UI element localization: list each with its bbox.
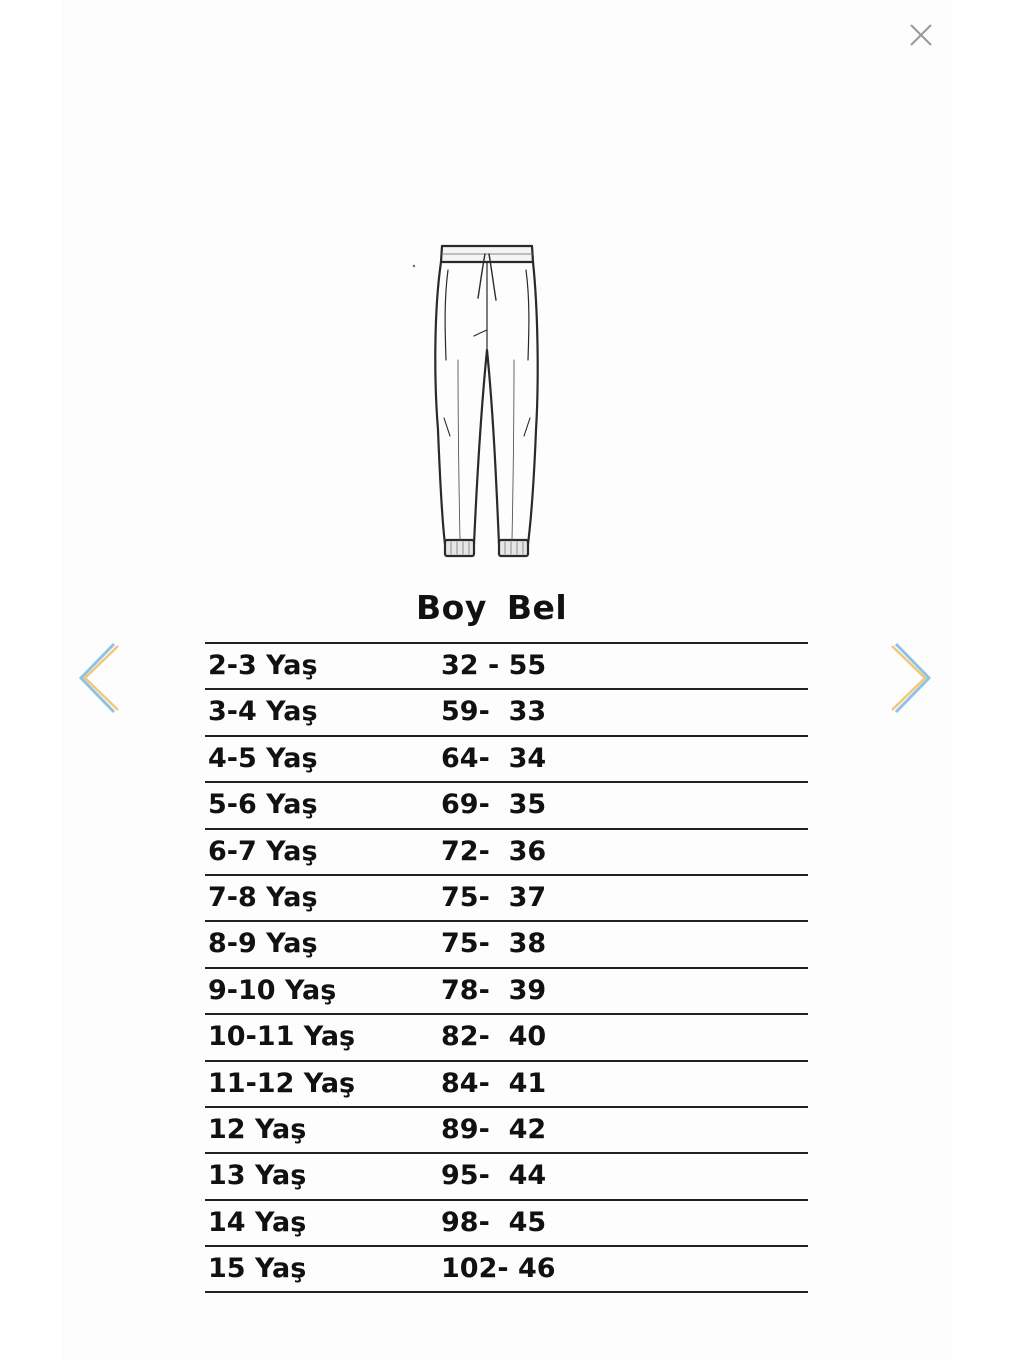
measurement-cell: 59- 33 — [441, 696, 547, 728]
measurement-cell: 102- 46 — [441, 1253, 556, 1285]
size-table — [205, 642, 808, 1293]
close-button[interactable] — [902, 18, 938, 54]
age-cell: 6-7 Yaş — [208, 835, 318, 867]
table-row — [205, 922, 808, 968]
chevron-right-icon — [888, 640, 938, 716]
measurement-cell: 72- 36 — [441, 835, 547, 867]
age-cell: 9-10 Yaş — [208, 974, 337, 1006]
age-cell: 11-12 Yaş — [208, 1067, 356, 1099]
table-row — [205, 876, 808, 922]
age-cell: 4-5 Yaş — [208, 742, 318, 774]
measurement-cell: 84- 41 — [441, 1067, 547, 1099]
table-row — [205, 690, 808, 736]
measurement-cell: 95- 44 — [441, 1160, 547, 1192]
table-row — [205, 1201, 808, 1247]
measurement-cell: 82- 40 — [441, 1021, 547, 1053]
table-row — [205, 1015, 808, 1061]
header-boy: Boy — [416, 588, 487, 627]
age-cell: 7-8 Yaş — [208, 881, 318, 913]
measurement-cell: 32 - 55 — [441, 650, 547, 681]
size-chart-header — [416, 588, 567, 634]
measurement-cell: 64- 34 — [441, 742, 547, 774]
measurement-cell: 75- 37 — [441, 881, 547, 913]
table-row — [205, 737, 808, 783]
next-image-button[interactable] — [888, 640, 938, 716]
measurement-cell: 98- 45 — [441, 1206, 547, 1238]
age-cell: 14 Yaş — [208, 1206, 307, 1238]
age-cell: 13 Yaş — [208, 1160, 307, 1192]
table-row — [205, 783, 808, 829]
measurement-cell: 75- 38 — [441, 928, 547, 960]
chevron-left-icon — [72, 640, 122, 716]
previous-image-button[interactable] — [72, 640, 122, 716]
table-row — [205, 1247, 808, 1293]
table-row — [205, 644, 808, 690]
age-cell: 5-6 Yaş — [208, 789, 318, 821]
measurement-cell: 89- 42 — [441, 1113, 547, 1145]
table-row — [205, 830, 808, 876]
table-row — [205, 969, 808, 1015]
age-cell: 15 Yaş — [208, 1253, 307, 1285]
age-cell: 2-3 Yaş — [208, 650, 318, 681]
age-cell: 10-11 Yaş — [208, 1021, 356, 1053]
table-row — [205, 1154, 808, 1200]
age-cell: 12 Yaş — [208, 1113, 307, 1145]
age-cell: 8-9 Yaş — [208, 928, 318, 960]
header-bel: Bel — [506, 588, 568, 627]
measurement-cell: 69- 35 — [441, 789, 547, 821]
table-row — [205, 1108, 808, 1154]
age-cell: 3-4 Yaş — [208, 696, 318, 728]
jogger-pants-icon — [408, 240, 544, 564]
measurement-cell: 78- 39 — [441, 974, 547, 1006]
table-row — [205, 1062, 808, 1108]
close-icon — [902, 18, 938, 54]
